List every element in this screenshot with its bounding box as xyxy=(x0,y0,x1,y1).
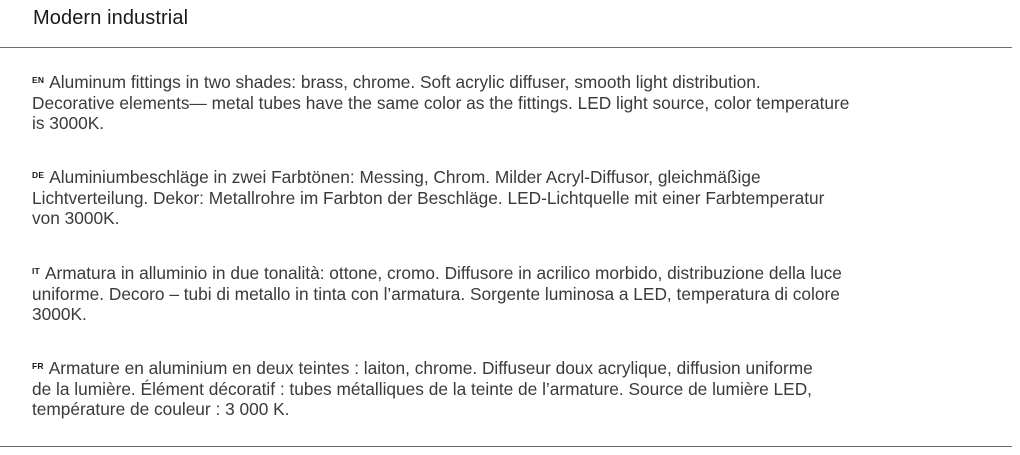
language-code-it: IT xyxy=(32,266,40,276)
description-line: uniforme. Decoro – tubi di metallo in tinta con l’armatura. Sorgente luminosa a LED, temperatura di colore xyxy=(32,283,840,304)
description-fr xyxy=(32,356,1012,420)
description-line: $^{FR}$ Armature en aluminium en deux teintes : laiton, chrome. Diffuseur doux acrylique, diffusion uniforme xyxy=(32,358,813,378)
description-line: 3000K. xyxy=(32,304,87,324)
page-title: Modern industrial xyxy=(33,7,189,29)
description-line: Decorative elements— metal tubes have the same color as the fittings. LED light source, color temperature xyxy=(32,92,850,113)
bottom-divider xyxy=(0,446,1012,447)
description-line: von 3000K. xyxy=(32,208,120,228)
description-line: is 3000K. xyxy=(32,113,105,133)
language-code-de: DE xyxy=(32,170,45,180)
description-en xyxy=(32,70,1012,134)
description-line: $^{DE}$ Aluminiumbeschläge in zwei Farbtönen: Messing, Chrom. Milder Acryl-Diffusor, gleichmäßige xyxy=(32,167,761,187)
description-de xyxy=(32,165,1012,229)
language-code-en: EN xyxy=(32,75,45,85)
top-divider xyxy=(0,47,1012,48)
description-line: de la lumière. Élément décoratif : tubes métalliques de la teinte de l’armature. Source de lumière LED, xyxy=(32,378,812,399)
description-line: température de couleur : 3 000 K. xyxy=(32,399,290,419)
description-line: $^{IT}$ Armatura in alluminio in due tonalità: ottone, cromo. Diffusore in acrilico morbido, distribuzione della luce xyxy=(32,263,842,283)
description-line: Lichtverteilung. Dekor: Metallrohre im Farbton der Beschläge. LED-Lichtquelle mit einer Farbtemperatur xyxy=(32,187,825,208)
description-it xyxy=(32,261,1012,325)
language-code-fr: FR xyxy=(32,361,44,371)
description-line: $^{EN}$ Aluminum fittings in two shades: brass, chrome. Soft acrylic diffuser, smooth light distribution. xyxy=(32,72,761,92)
